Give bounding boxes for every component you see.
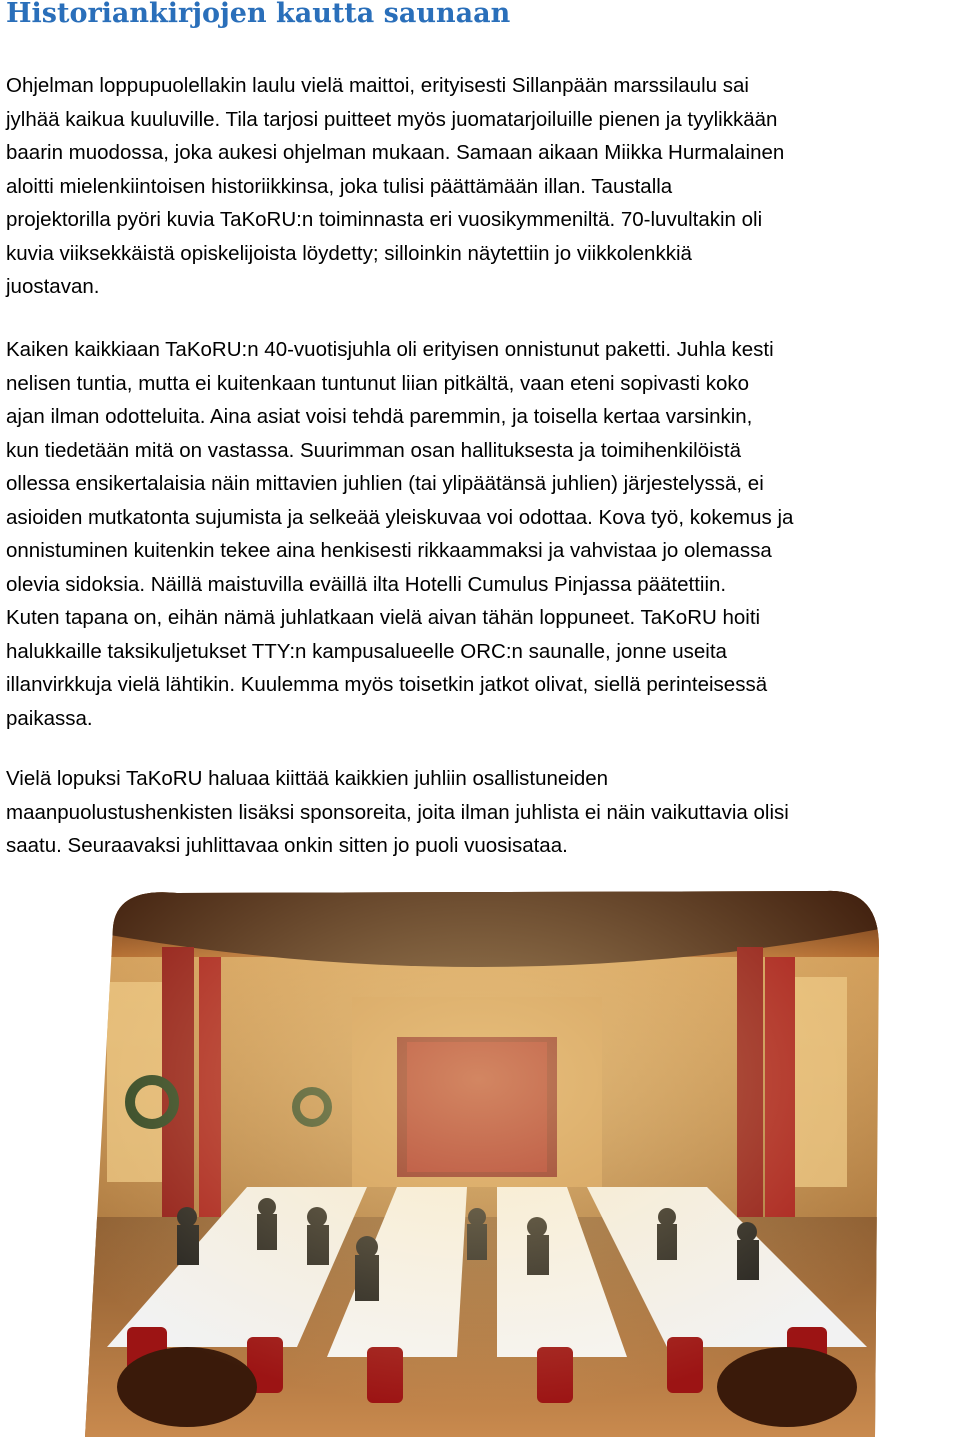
text-line: maanpuolustushenkisten lisäksi sponsoreita, joita ilman juhlista ei näin vaikuttavia olisi [6,800,789,824]
text-line: nelisen tuntia, mutta ei kuitenkaan tuntunut liian pitkältä, vaan eteni sopivasti koko [6,371,750,395]
text-line: kuvia viiksekkäistä opiskelijoista löydetty; silloinkin näytettiin jo viikkolenkkiä [6,241,692,265]
text-line: projektorilla pyöri kuvia TaKoRU:n toiminnasta eri vuosikymmeniltä. 70-luvultakin oli [6,208,763,231]
text-line: asioiden mutkatonta sujumista ja selkeää yleiskuvaa voi odottaa. Kova työ, kokemus ja [6,505,794,529]
text-line: halukkaille taksikuljetukset TTY:n kampusalueelle ORC:n saunalle, jonne useita [6,639,727,663]
text-line: kun tiedetään mitä on vastassa. Suurimman osan hallituksesta ja toimihenkilöistä [6,438,741,462]
article-title: Historiankirjojen kautta saunaan [6,0,511,29]
text-line: olevia sidoksia. Näillä maistuvilla eväillä ilta Hotelli Cumulus Pinjassa päätettiin. [6,572,727,596]
text-line: Kuten tapana on, eihän nämä juhlatkaan vielä aivan tähän loppuneet. TaKoRU hoiti [6,606,761,629]
paragraph-program-end [6,69,784,304]
text-line: Ohjelman loppupuolellakin laulu vielä maittoi, erityisesti Sillanpään marssilaulu sai [6,74,749,97]
text-line: paikassa. [6,706,93,730]
text-line: aloitti mielenkiintoisen historiikkinsa, joka tulisi päättämään illan. Taustalla [6,174,673,198]
text-line: ajan ilman odotteluita. Aina asiat voisi tehdä paremmin, ja toisella kertaa varsinkin, [6,405,753,428]
paragraph-thanks [6,762,789,863]
text-line: Vielä lopuksi TaKoRU haluaa kiittää kaikkien juhliin osallistuneiden [6,767,609,790]
text-line: jylhää kaikua kuuluville. Tila tarjosi puitteet myös juomatarjoiluille pienen ja tyylikkään [6,107,778,131]
text-line: saatu. Seuraavaksi juhlittavaa onkin sitten jo puoli vuosisataa. [6,834,568,857]
paragraph-summary [6,333,793,735]
text-line: baarin muodossa, joka aukesi ohjelman mukaan. Samaan aikaan Miikka Hurmalainen [6,141,785,164]
text-line: illanvirkkuja vielä lähtikin. Kuulemma myös toisetkin jatkot olivat, siellä perinteisessä [6,673,768,696]
banquet-hall-photo [67,887,890,1437]
text-line: Kaiken kaikkiaan TaKoRU:n 40-vuotisjuhla oli erityisen onnistunut paketti. Juhla kesti [6,338,774,361]
text-line: onnistuminen kuitenkin tekee aina henkisesti rikkaammaksi ja vahvistaa jo olemassa [6,539,772,562]
text-line: ollessa ensikertalaisia näin mittavien juhlien (tai ylipäätänsä juhlien) järjestelyssä, ei [6,472,764,495]
text-line: juostavan. [6,275,100,298]
